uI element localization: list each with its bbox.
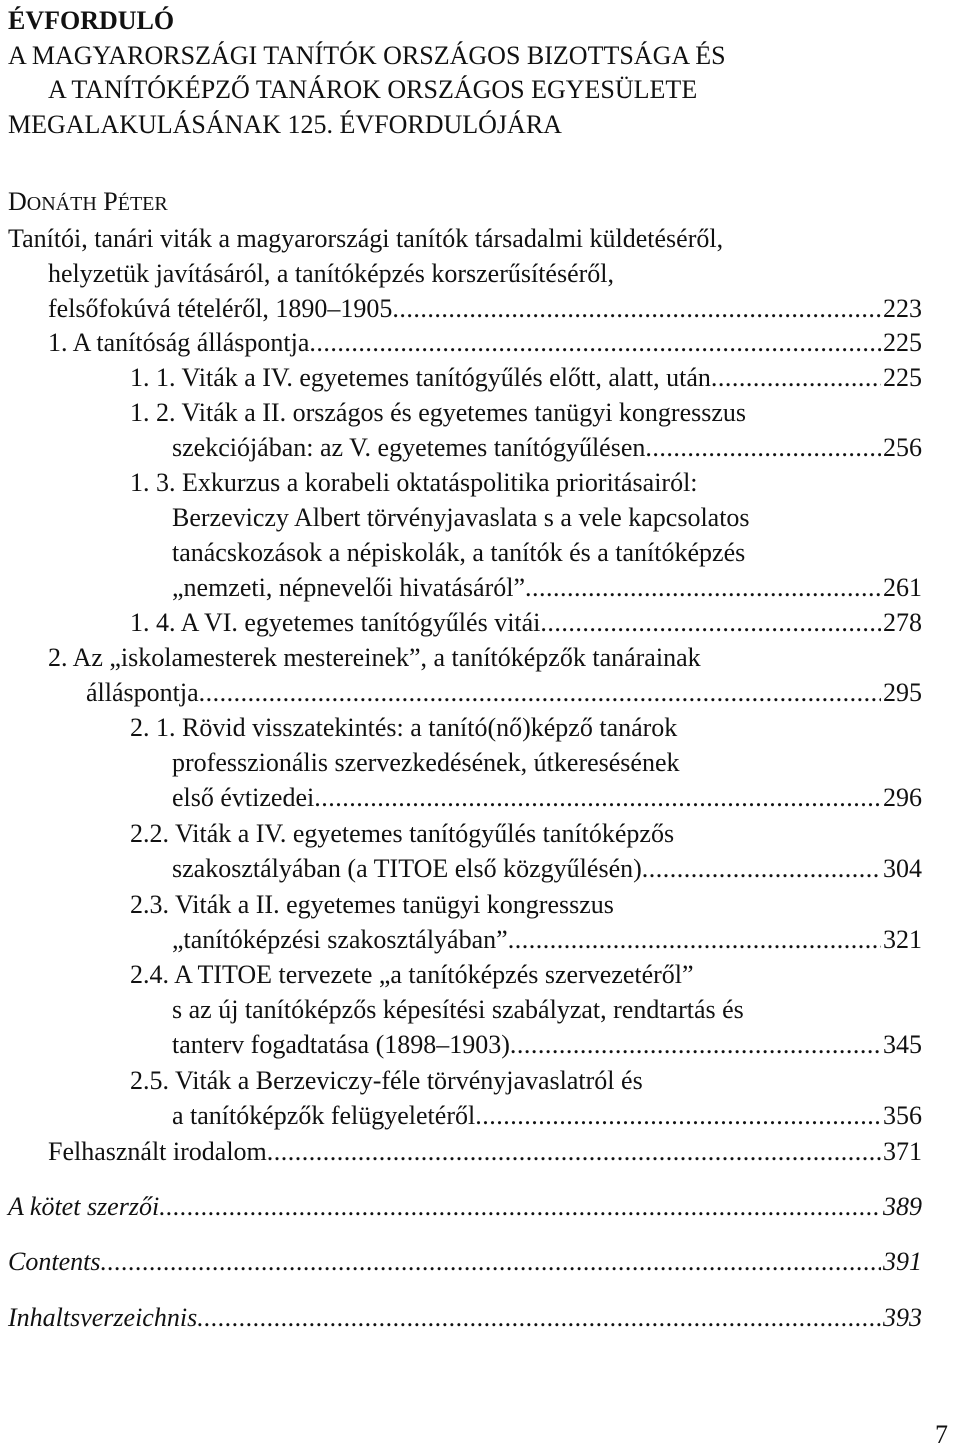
dot-leader (100, 1244, 881, 1279)
toc-entry-main-title[interactable]: Tanítói, tanári viták a magyarországi tanítók társadalmi küldetéséről, helyzetük javításáról, a tanítóképzés korszerűsítéséről, felsőfokúvá tételéről, 1890–1905 . . . 223 (8, 221, 922, 326)
header-title-line-2: A TANÍTÓKÉPZŐ TANÁROK ORSZÁGOS EGYESÜLETE (48, 75, 698, 104)
header-title-line-3: MEGALAKULÁSÁNAK 125. ÉVFORDULÓJÁRA (8, 109, 562, 139)
dot-leader (525, 570, 881, 605)
toc-entry-1-4[interactable]: 1. 4. A VI. egyetemes tanítógyűlés vitái . . . 278 (130, 605, 922, 640)
page-ref: 223 (883, 294, 922, 323)
page-ref: 296 (883, 783, 922, 812)
author-name: DONÁTH PÉTER (8, 187, 168, 216)
dot-leader (392, 291, 881, 326)
toc-entry-1-3[interactable]: 1. 3. Exkurzus a korabeli oktatáspolitika prioritásairól: Berzeviczy Albert törvényjavaslata s a vele kapcsolatos tanácskozások a népiskolák, a tanítók és a tanítóképzés „nemzeti, népnevelői hivatásáról” . . . 261 (130, 465, 922, 605)
header-title-line-1: A MAGYARORSZÁGI TANÍTÓK ORSZÁGOS BIZOTTSÁGA ÉS (8, 40, 726, 70)
header-label: ÉVFORDULÓ (8, 6, 175, 35)
page-ref: 393 (883, 1303, 922, 1332)
toc-entry-inhaltsverzeichnis[interactable]: Inhaltsverzeichnis . . . 393 (8, 1300, 922, 1335)
toc-entry-1-2[interactable]: 1. 2. Viták a II. országos és egyetemes tanügyi kongresszus szekciójában: az V. egyetemes tanítógyűlésen . . . 256 (130, 395, 922, 465)
dot-leader (199, 675, 881, 710)
toc-entry-1[interactable]: 1. A tanítóság álláspontja . . . 225 (48, 325, 922, 360)
page-ref: 256 (883, 433, 922, 462)
page-ref: 225 (883, 363, 922, 392)
page-ref: 261 (883, 573, 922, 602)
dot-leader (309, 325, 881, 360)
page-ref: 278 (883, 608, 922, 637)
page-ref: 345 (883, 1030, 922, 1059)
page-ref: 295 (883, 678, 922, 707)
toc-entry-2-5[interactable]: 2.5. Viták a Berzeviczy-féle törvényjavaslatról és a tanítóképzők felügyeletéről . . . 356 (130, 1063, 922, 1133)
dot-leader (267, 1134, 881, 1169)
toc-entry-2-2[interactable]: 2.2. Viták a IV. egyetemes tanítógyűlés tanítóképzős szakosztályában (a TITOE első közgyűlésén) . . . 304 (130, 816, 922, 886)
page-number: 7 (935, 1420, 948, 1449)
toc-entry-authors[interactable]: A kötet szerzői . . . 389 (8, 1189, 922, 1224)
page-ref: 225 (883, 328, 922, 357)
dot-leader (197, 1300, 881, 1335)
dot-leader (159, 1189, 881, 1224)
dot-leader (508, 922, 881, 957)
dot-leader (642, 851, 881, 886)
toc-entry-2-1[interactable]: 2. 1. Rövid visszatekintés: a tanító(nő)képző tanárok professzionális szervezkedésének, útkeresésének első évtizedei . . . 296 (130, 710, 922, 815)
toc-entry-contents[interactable]: Contents . . . 391 (8, 1244, 922, 1279)
dot-leader (475, 1098, 881, 1133)
dot-leader (711, 360, 881, 395)
dot-leader (510, 1027, 881, 1062)
page-ref: 356 (883, 1101, 922, 1130)
toc-entry-2[interactable]: 2. Az „iskolamesterek mestereinek”, a tanítóképzők tanárainak álláspontja . . . 295 (48, 640, 922, 710)
toc-entry-literature[interactable]: Felhasznált irodalom . . . 371 (48, 1134, 922, 1169)
page-ref: 371 (883, 1137, 922, 1166)
dot-leader (314, 780, 881, 815)
dot-leader (645, 430, 881, 465)
page-ref: 321 (883, 925, 922, 954)
toc-entry-2-4[interactable]: 2.4. A TITOE tervezete „a tanítóképzés szervezetéről” s az új tanítóképzős képesítési szabályzat, rendtartás és tanterv fogadtatása (1898–1903) . . . 345 (130, 957, 922, 1062)
dot-leader (540, 605, 881, 640)
section-header (8, 4, 726, 142)
page-ref: 304 (883, 854, 922, 883)
toc-entry-2-3[interactable]: 2.3. Viták a II. egyetemes tanügyi kongresszus „tanítóképzési szakosztályában” . . . 321 (130, 887, 922, 957)
page-ref: 391 (883, 1247, 922, 1276)
page-ref: 389 (883, 1192, 922, 1221)
toc-entry-1-1[interactable]: 1. 1. Viták a IV. egyetemes tanítógyűlés előtt, alatt, után . . . 225 (130, 360, 922, 395)
